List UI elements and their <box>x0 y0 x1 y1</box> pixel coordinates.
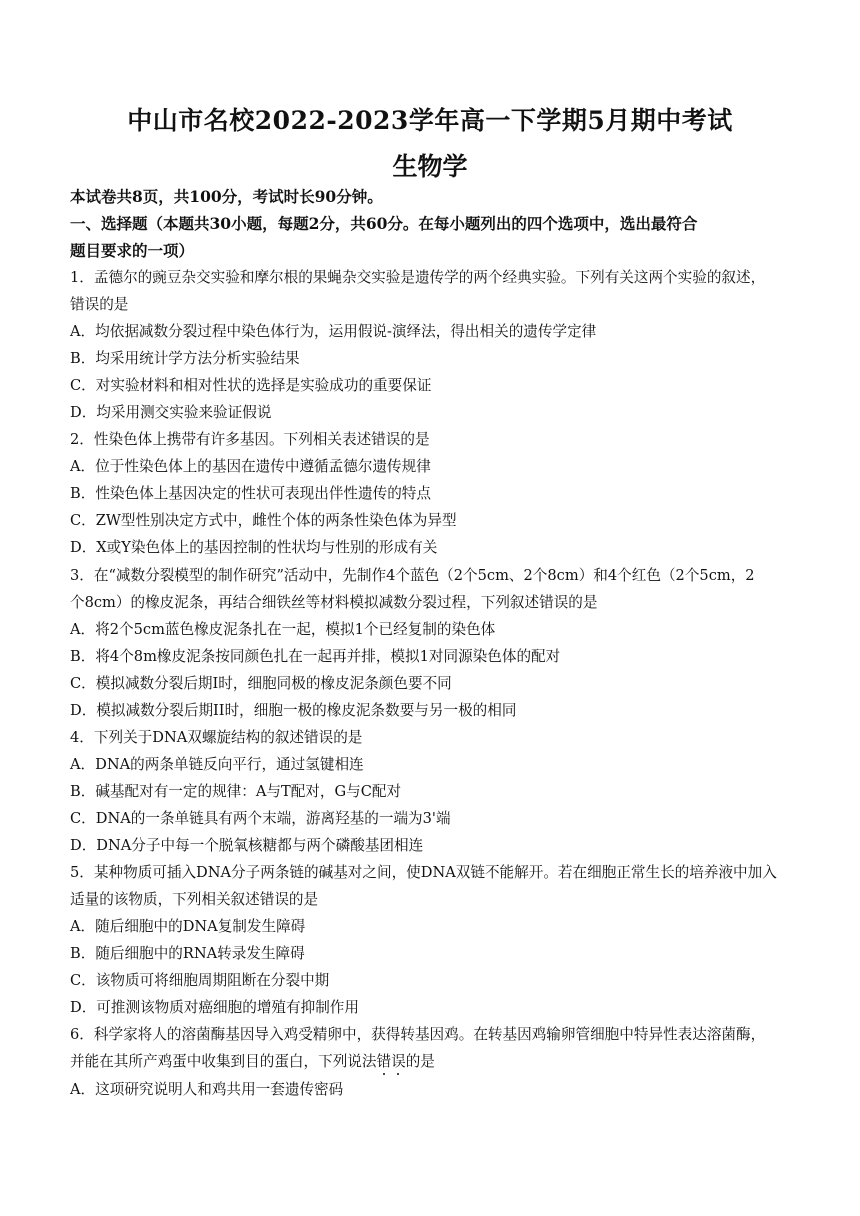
section-heading-line1: 一、选择题（本题共30小题，每题2分，共60分。在每小题列出的四个选项中，选出最符合 <box>70 214 698 233</box>
q1-stem-line1: 1．孟德尔的豌豆杂交实验和摩尔根的果蝇杂交实验是遗传学的两个经典实验。下列有关这两个实验的叙述， <box>70 269 766 286</box>
q4-option-a: A．DNA的两条单链反向平行，通过氢键相连 <box>70 756 364 773</box>
q3-stem-line2: 个8cm）的橡皮泥条，再结合细铁丝等材料模拟减数分裂过程，下列叙述错误的是 <box>70 594 598 611</box>
q6-emphasis-char-1: 错 <box>376 1053 392 1070</box>
q1-option-d: D．均采用测交实验来验证假说 <box>70 404 272 421</box>
q5-option-a: A．随后细胞中的DNA复制发生障碍 <box>70 918 306 935</box>
q1-stem-line2: 错误的是 <box>70 296 129 313</box>
exam-subject: 生物学 <box>392 152 468 181</box>
exam-title: 中山市名校2022-2023学年高一下学期5月期中考试 <box>127 106 733 135</box>
q3-option-d: D．模拟减数分裂后期II时，细胞一极的橡皮泥条数要与另一极的相同 <box>70 702 517 719</box>
q4-option-b: B．碱基配对有一定的规律：A与T配对，G与C配对 <box>70 783 402 800</box>
q6-stem-line2-post: 的是 <box>405 1053 435 1070</box>
q1-option-c: C．对实验材料和相对性状的选择是实验成功的重要保证 <box>70 377 432 394</box>
q3-stem-line1: 3．在“减数分裂模型的制作研究”活动中，先制作4个蓝色（2个5cm、2个8cm）和4个红色（2个5cm，2 <box>70 567 755 584</box>
section-heading-line2: 题目要求的一项） <box>70 241 195 260</box>
q5-stem-line1: 5．某种物质可插入DNA分子两条链的碱基对之间，使DNA双链不能解开。若在细胞正常生长的培养液中加入 <box>70 864 777 881</box>
q5-option-d: D．可推测该物质对癌细胞的增殖有抑制作用 <box>70 999 359 1016</box>
q4-stem-line1: 4．下列关于DNA双螺旋结构的叙述错误的是 <box>70 729 363 746</box>
q4-option-c: C．DNA的一条单链具有两个末端，游离羟基的一端为3'端 <box>70 810 451 827</box>
q6-option-a: A．这项研究说明人和鸡共用一套遗传密码 <box>70 1081 344 1098</box>
q5-option-c: C．该物质可将细胞周期阻断在分裂中期 <box>70 972 330 989</box>
q3-option-b: B．将4个8m橡皮泥条按同颜色扎在一起再并排，模拟1对同源染色体的配对 <box>70 648 561 665</box>
q3-option-c: C．模拟减数分裂后期I时，细胞同极的橡皮泥条颜色要不同 <box>70 675 452 692</box>
q1-option-b: B．均采用统计学方法分析实验结果 <box>70 350 300 367</box>
q2-stem-line1: 2．性染色体上携带有许多基因。下列相关表述错误的是 <box>70 431 430 448</box>
q6-stem-line1: 6．科学家将人的溶菌酶基因导入鸡受精卵中，获得转基因鸡。在转基因鸡输卵管细胞中特异性表达溶菌酶， <box>70 1026 766 1043</box>
q3-option-a: A．将2个5cm蓝色橡皮泥条扎在一起，模拟1个已经复制的染色体 <box>70 621 496 638</box>
q4-option-d: D．DNA分子中每一个脱氧核糖都与两个磷酸基团相连 <box>70 837 424 854</box>
q5-option-b: B．随后细胞中的RNA转录发生障碍 <box>70 945 305 962</box>
q2-option-c: C．ZW型性别决定方式中，雌性个体的两条性染色体为异型 <box>70 512 457 529</box>
q5-stem-line2: 适量的该物质，下列相关叙述错误的是 <box>70 891 319 908</box>
exam-intro: 本试卷共8页，共100分，考试时长90分钟。 <box>70 187 383 206</box>
q6-emphasis-char-2: 误 <box>391 1053 406 1070</box>
q6-stem-line2 <box>70 1052 796 1072</box>
q6-stem-line2-pre: 并能在其所产鸡蛋中收集到目的蛋白，下列说法 <box>70 1053 377 1070</box>
q2-option-d: D．X或Y染色体上的基因控制的性状均与性别的形成有关 <box>70 539 438 556</box>
q2-option-a: A．位于性染色体上的基因在遗传中遵循孟德尔遗传规律 <box>70 458 431 475</box>
q2-option-b: B．性染色体上基因决定的性状可表现出伴性遗传的特点 <box>70 485 431 502</box>
q1-option-a: A．均依据减数分裂过程中染色体行为，运用假说-演绎法，得出相关的遗传学定律 <box>70 323 597 340</box>
